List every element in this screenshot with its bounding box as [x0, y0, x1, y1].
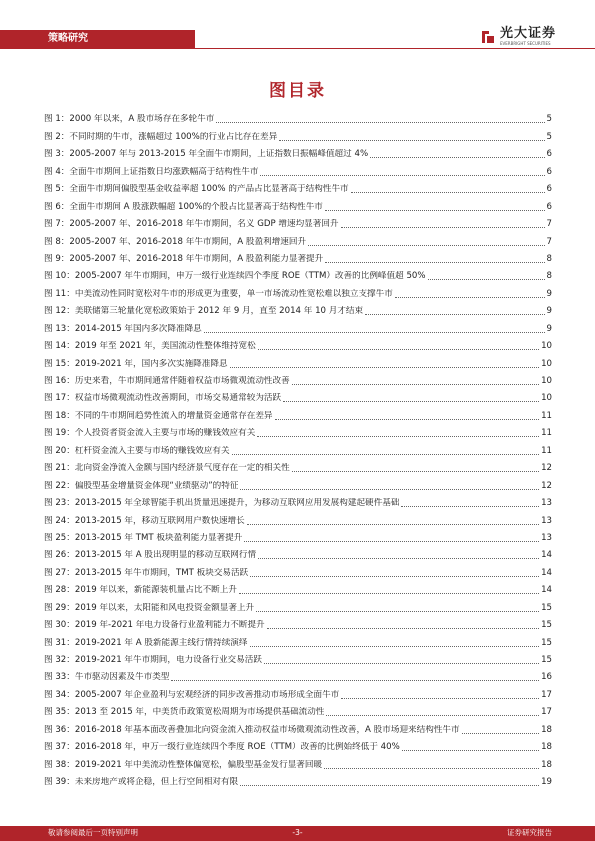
toc-entry-number: 图 10：	[44, 271, 75, 282]
toc-entry-leader-dots	[204, 331, 545, 333]
toc-entry-leader-dots	[351, 191, 545, 193]
toc-entry-page: 14	[541, 567, 552, 578]
toc-entry[interactable]	[44, 614, 552, 631]
toc-entry[interactable]	[44, 771, 552, 788]
toc-entry-title: 牛市驱动因素及牛市类型	[74, 672, 170, 683]
toc-entry-leader-dots	[324, 767, 539, 769]
toc-entry[interactable]	[44, 335, 552, 352]
footer-report-type: 证券研究报告	[507, 828, 552, 837]
toc-entry-title: 不同时期的牛市，涨幅超过 100%的行业占比存在差异	[69, 131, 278, 142]
toc-entry-page: 18	[541, 742, 552, 753]
toc-entry-page: 5	[546, 131, 552, 142]
toc-entry-title: 2019-2021 年，国内多次实施降准降息	[74, 358, 228, 369]
toc-entry-number: 图 30：	[44, 620, 75, 631]
page-number: -3-	[292, 828, 303, 837]
toc-entry-number: 图 16：	[44, 376, 75, 386]
toc-entry-title: 2016-2018 年基本面改善叠加北向资金流入推动权益市场微观流动性改善，A 股市场迎来结构性牛市	[74, 724, 460, 735]
toc-entry-title: 2016-2018 年，申万一级行业连续四个季度 ROE（TTM）改善的比例始终低于 40%	[74, 742, 400, 753]
toc-entry-page: 10	[541, 358, 552, 369]
toc-entry[interactable]	[44, 282, 552, 299]
toc-entry[interactable]	[44, 753, 552, 770]
toc-entry-number: 图 20：	[44, 445, 75, 456]
toc-entry-leader-dots	[308, 244, 544, 246]
toc-entry[interactable]	[44, 404, 552, 421]
toc-entry-title: 杠杆资金流入主要与市场的赚钱效应有关	[74, 445, 230, 456]
toc-entry-number: 图 34：	[44, 689, 75, 700]
toc-entry-leader-dots	[232, 453, 540, 455]
footer-disclaimer: 敬请参阅最后一页特别声明	[48, 828, 138, 837]
toc-entry[interactable]	[44, 492, 552, 509]
toc-entry-page: 13	[541, 498, 552, 509]
toc-entry-page: 11	[541, 428, 552, 439]
toc-entry[interactable]	[44, 631, 552, 648]
toc-entry-number: 图 11：	[44, 288, 75, 299]
toc-entry-number: 图 33：	[44, 672, 75, 683]
toc-entry[interactable]	[44, 579, 552, 596]
header-section-label: 策略研究	[48, 33, 88, 44]
toc-entry-page: 11	[541, 410, 552, 421]
toc-entry[interactable]	[44, 422, 552, 439]
toc-entry-title: 2019-2021 年牛市期间，电力设备行业交易活跃	[74, 655, 262, 665]
toc-entry-title: 权益市场微观流动性改善期间，市场交易通常较为活跃	[74, 393, 282, 404]
toc-entry-number: 图 19：	[44, 428, 75, 439]
toc-entry-page: 19	[541, 777, 552, 788]
toc-entry[interactable]	[44, 439, 552, 456]
toc-entry-number: 图 5：	[44, 184, 70, 195]
toc-entry-leader-dots	[260, 174, 544, 176]
toc-entry[interactable]	[44, 666, 552, 683]
toc-entry-title: 2005-2007 年企业盈利与宏观经济的同步改善推动市场形成全面牛市	[74, 689, 340, 700]
toc-entry-page: 6	[546, 184, 552, 195]
toc-entry[interactable]	[44, 736, 552, 753]
toc-entry-number: 图 39：	[44, 777, 75, 788]
toc-entry-number: 图 21：	[44, 463, 75, 474]
toc-entry[interactable]	[44, 195, 552, 212]
toc-entry[interactable]	[44, 300, 552, 317]
toc-entry-leader-dots	[264, 662, 539, 664]
toc-entry-page: 18	[541, 759, 552, 770]
toc-entry-page: 5	[546, 114, 552, 125]
toc-entry-number: 图 18：	[44, 410, 75, 421]
toc-entry[interactable]	[44, 160, 552, 177]
toc-entry[interactable]	[44, 701, 552, 718]
toc-entry-number: 图 35：	[44, 707, 75, 718]
toc-entry-leader-dots	[240, 488, 539, 490]
toc-entry-leader-dots	[171, 679, 539, 681]
toc-entry-page: 8	[546, 253, 552, 264]
toc-entry-title: 历史来看，牛市期间通常伴随着权益市场微观流动性改善	[74, 376, 290, 386]
toc-entry-page: 10	[541, 341, 552, 352]
toc-entry-number: 图 15：	[44, 358, 75, 369]
toc-entry[interactable]	[44, 649, 552, 666]
toc-entry-number: 图 6：	[44, 201, 70, 212]
toc-entry-title: 2005-2007 年牛市期间，申万一级行业连续四个季度 ROE（TTM）改善的比例峰值超 50%	[74, 271, 426, 282]
toc-entry-number: 图 36：	[44, 724, 75, 735]
toc-entry-page: 6	[546, 166, 552, 177]
toc-entry-number: 图 2：	[44, 131, 70, 142]
toc-entry-leader-dots	[370, 156, 544, 158]
toc-entry[interactable]	[44, 230, 552, 247]
toc-entry-title: 2019 年-2021 年电力设备行业盈利能力不断提升	[74, 620, 265, 631]
toc-entry-title: 未来房地产或将企稳，但上行空间相对有限	[74, 777, 239, 788]
toc-entry-leader-dots	[258, 557, 539, 559]
toc-entry-leader-dots	[292, 470, 539, 472]
toc-entry-leader-dots	[283, 400, 539, 402]
company-logo	[480, 27, 560, 49]
toc-entry-page: 17	[541, 689, 552, 700]
toc-entry-number: 图 1：	[44, 114, 70, 125]
toc-entry-title: 2013 至 2015 年，中美货币政策宽松周期为市场提供基础流动性	[74, 707, 325, 718]
toc-entry-page: 6	[546, 201, 552, 212]
toc-entry-leader-dots	[395, 296, 545, 298]
toc-entry-page: 13	[541, 532, 552, 543]
toc-entry[interactable]	[44, 509, 552, 526]
header-section-bar	[0, 30, 195, 48]
toc-entry-leader-dots	[258, 348, 539, 350]
toc-entry-leader-dots	[239, 592, 539, 594]
toc-entry-page: 11	[541, 445, 552, 456]
toc-entry-title: 2013-2015 年 TMT 板块盈利能力显著提升	[74, 532, 243, 543]
toc-entry-page: 17	[541, 707, 552, 718]
toc-entry-number: 图 26：	[44, 550, 75, 561]
toc-entry-title: 个人投资者资金流入主要与市场的赚钱效应有关	[74, 428, 256, 439]
toc-entry-page: 12	[541, 463, 552, 474]
toc-entry-title: 2005-2007 年、2016-2018 年牛市期间，A 股盈利增速回升	[69, 236, 307, 247]
toc-entry-title: 美联储第三轮量化宽松政策始于 2012 年 9 月，直至 2014 年 10 月才结束	[74, 306, 364, 317]
toc-entry-leader-dots	[365, 313, 544, 315]
toc-entry-page: 14	[541, 585, 552, 596]
toc-entry[interactable]	[44, 143, 552, 160]
toc-entry-leader-dots	[244, 540, 539, 542]
toc-entry-leader-dots	[326, 714, 539, 716]
toc-entry-page: 7	[546, 236, 552, 247]
toc-entry-page: 14	[541, 550, 552, 561]
toc-entry-number: 图 14：	[44, 341, 75, 352]
logo-mark-icon	[480, 29, 496, 45]
toc-entry-page: 8	[546, 271, 552, 282]
toc-entry-leader-dots	[256, 610, 539, 612]
toc-entry-number: 图 32：	[44, 655, 75, 665]
toc-entry-page: 9	[546, 323, 552, 334]
toc-entry-page: 13	[541, 515, 552, 526]
toc-entry-title: 2005-2007 年与 2013-2015 年全面牛市期间，上证指数日振幅峰值超过 4%	[69, 149, 369, 160]
toc-entry[interactable]	[44, 178, 552, 195]
toc-entry[interactable]	[44, 561, 552, 578]
toc-entry-number: 图 12：	[44, 306, 75, 317]
toc-entry-title: 2013-2015 年全球智能手机出货量迅速提升，为移动互联网应用发展构建起硬件基础	[74, 498, 400, 509]
toc-entry-number: 图 27：	[44, 567, 75, 578]
toc-entry-leader-dots	[279, 139, 544, 141]
toc-title: 图目录	[269, 81, 326, 101]
toc-entry-page: 12	[541, 480, 552, 491]
toc-entry-title: 中美流动性同时宽松对牛市的形成更为重要，单一市场流动性宽松难以独立支撑牛市	[74, 288, 393, 299]
toc-entry-number: 图 38：	[44, 759, 75, 770]
toc-entry-number: 图 9：	[44, 253, 70, 264]
toc-entry-leader-dots	[250, 575, 539, 577]
toc-entry[interactable]	[44, 248, 552, 265]
toc-entry[interactable]	[44, 317, 552, 334]
toc-entry-page: 10	[541, 393, 552, 404]
toc-entry-number: 图 37：	[44, 742, 75, 753]
toc-entry-number: 图 28：	[44, 585, 75, 596]
toc-entry-leader-dots	[267, 627, 539, 629]
toc-entry-number: 图 8：	[44, 236, 70, 247]
toc-entry[interactable]	[44, 683, 552, 700]
toc-entry-leader-dots	[462, 732, 539, 734]
toc-entry-leader-dots	[216, 121, 544, 123]
toc-entry-title: 2019-2021 年中美流动性整体偏宽松，偏股型基金发行显著回暖	[74, 759, 323, 770]
logo-text: 光大证券	[500, 26, 557, 41]
toc-entry-number: 图 13：	[44, 323, 75, 334]
toc-entry-leader-dots	[257, 435, 539, 437]
toc-entry-leader-dots	[250, 645, 540, 647]
logo-subtext: EVERBRIGHT SECURITIES	[500, 41, 551, 46]
toc-entry-page: 10	[541, 376, 552, 386]
toc-entry-title: 北向资金净流入金额与国内经济景气度存在一定的相关性	[74, 463, 290, 474]
toc-entry-number: 图 24：	[44, 515, 75, 526]
toc-entry-title: 全面牛市期间偏股型基金收益率超 100% 的产品占比显著高于结构性牛市	[69, 184, 349, 195]
toc-entry-number: 图 23：	[44, 498, 75, 509]
toc-entry-leader-dots	[275, 418, 540, 420]
toc-entry[interactable]	[44, 108, 552, 125]
toc-list	[44, 108, 552, 788]
toc-entry-title: 2005-2007 年、2016-2018 年牛市期间，名义 GDP 增速均显著回升	[69, 219, 339, 230]
toc-entry-title: 2013-2015 年 A 股出现明显的移动互联网行情	[74, 550, 257, 561]
toc-entry-leader-dots	[401, 505, 539, 507]
toc-entry-number: 图 22：	[44, 480, 75, 491]
toc-entry-leader-dots	[428, 278, 545, 280]
toc-entry-title: 2005-2007 年、2016-2018 年牛市期间，A 股盈利能力显著提升	[69, 253, 324, 264]
toc-entry-page: 15	[541, 620, 552, 631]
toc-entry[interactable]	[44, 352, 552, 369]
toc-entry-title: 偏股型基金增量资金体现“业绩驱动”的特征	[74, 480, 239, 491]
toc-entry-leader-dots	[325, 209, 545, 211]
toc-entry[interactable]	[44, 370, 552, 387]
toc-entry-number: 图 4：	[44, 166, 70, 177]
toc-entry-title: 2013-2015 年牛市期间，TMT 板块交易活跃	[74, 567, 249, 578]
toc-entry-number: 图 31：	[44, 637, 75, 648]
toc-entry-leader-dots	[325, 261, 544, 263]
toc-entry-page: 15	[541, 637, 552, 648]
toc-entry[interactable]	[44, 265, 552, 282]
toc-entry-number: 图 25：	[44, 532, 75, 543]
toc-entry[interactable]	[44, 125, 552, 142]
toc-entry-page: 16	[541, 672, 552, 683]
toc-entry[interactable]	[44, 527, 552, 544]
toc-entry-title: 2019-2021 年 A 股新能源主线行情持续演绎	[74, 637, 248, 648]
toc-entry-page: 7	[546, 219, 552, 230]
toc-entry-title: 2013-2015 年，移动互联网用户数快速增长	[74, 515, 245, 526]
toc-entry-leader-dots	[402, 749, 539, 751]
toc-entry-title: 2019 年以来，新能源装机量占比不断上升	[74, 585, 237, 596]
toc-entry-number: 图 3：	[44, 149, 70, 160]
toc-entry-title: 2019 年以来，太阳能和风电投资金额显著上升	[74, 602, 255, 613]
toc-entry-page: 6	[546, 149, 552, 160]
toc-entry-leader-dots	[247, 523, 539, 525]
toc-entry[interactable]	[44, 213, 552, 230]
toc-entry-leader-dots	[240, 784, 539, 786]
toc-entry-title: 2019 年至 2021 年，美国流动性整体维持宽松	[74, 341, 256, 352]
toc-entry[interactable]	[44, 596, 552, 613]
toc-entry-number: 图 29：	[44, 602, 75, 613]
toc-entry[interactable]	[44, 387, 552, 404]
toc-entry-number: 图 17：	[44, 393, 75, 404]
toc-entry-title: 2000 年以来，A 股市场存在多轮牛市	[69, 114, 215, 125]
toc-entry-page: 9	[546, 306, 552, 317]
toc-entry[interactable]	[44, 457, 552, 474]
toc-entry-number: 图 7：	[44, 219, 70, 230]
toc-entry-leader-dots	[341, 697, 539, 699]
toc-entry-leader-dots	[292, 383, 539, 385]
toc-entry[interactable]	[44, 544, 552, 561]
toc-entry[interactable]	[44, 718, 552, 735]
toc-entry-leader-dots	[341, 226, 545, 228]
toc-entry-page: 9	[546, 288, 552, 299]
toc-entry-leader-dots	[230, 366, 540, 368]
toc-entry-page: 15	[541, 602, 552, 613]
toc-entry[interactable]	[44, 474, 552, 491]
toc-entry-page: 18	[541, 724, 552, 735]
toc-entry-title: 全面牛市期间上证指数日均涨跌幅高于结构性牛市	[69, 166, 259, 177]
toc-entry-title: 全面牛市期间 A 股涨跌幅超 100%的个股占比显著高于结构性牛市	[69, 201, 323, 212]
toc-entry-title: 不同的牛市期间趋势性流入的增量资金通常存在差异	[74, 410, 273, 421]
toc-entry-page: 15	[541, 655, 552, 665]
toc-entry-title: 2014-2015 年国内多次降准降息	[74, 323, 202, 334]
